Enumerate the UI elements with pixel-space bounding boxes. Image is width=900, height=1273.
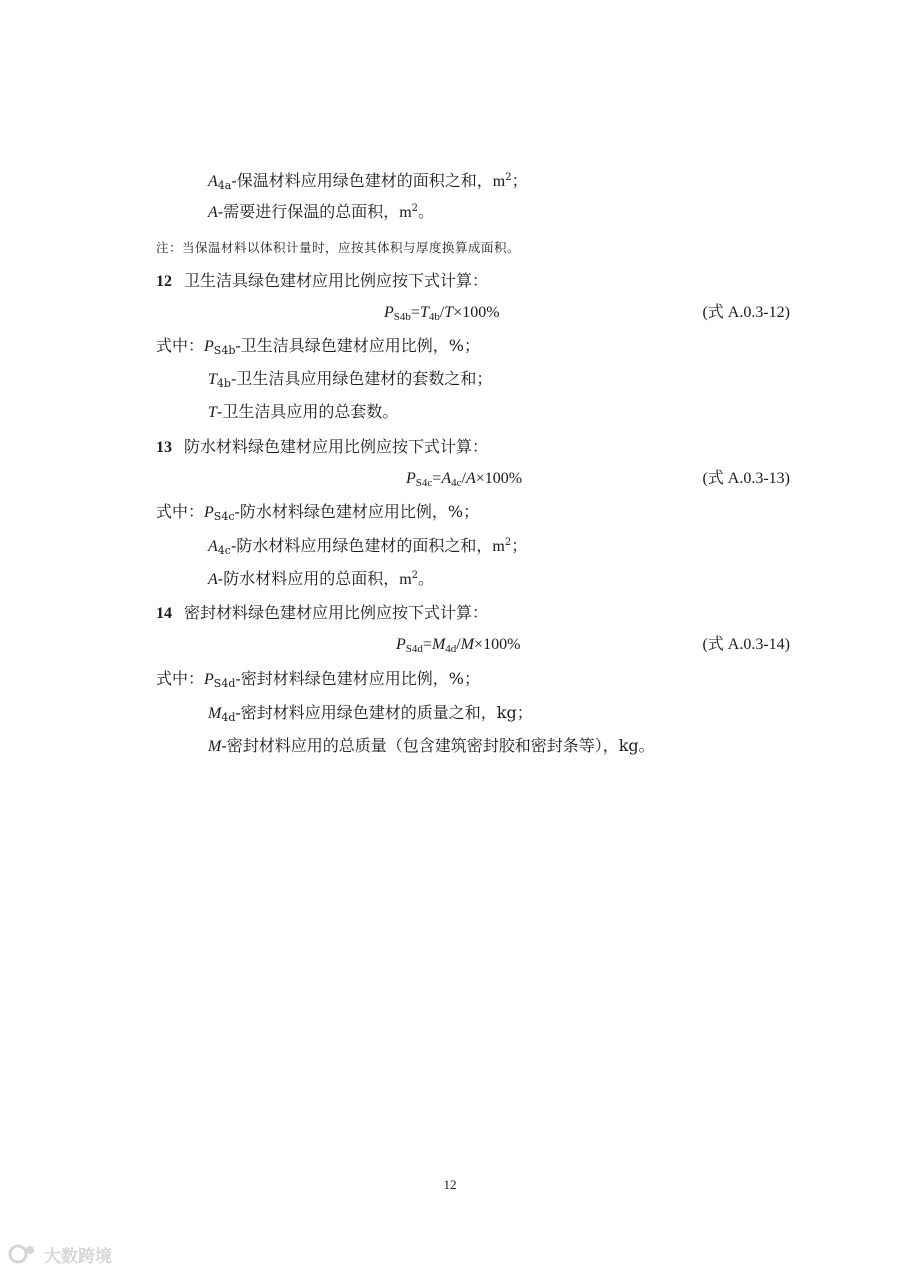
definition-ps4c bbox=[156, 501, 479, 524]
symbol: M bbox=[208, 705, 222, 722]
watermark bbox=[8, 1242, 112, 1266]
symbol: P bbox=[204, 671, 214, 688]
subscript: 4b bbox=[216, 377, 231, 390]
definition-text: -密封材料绿色建材应用比例，%； bbox=[235, 669, 480, 688]
section-12-heading bbox=[156, 270, 488, 293]
watermark-text: 大数跨境 bbox=[44, 1246, 112, 1267]
logo-icon bbox=[8, 1243, 38, 1265]
subscript: S4c bbox=[213, 510, 235, 523]
unit: m bbox=[399, 204, 412, 221]
definition-a4c bbox=[208, 535, 527, 558]
subscript: S4d bbox=[405, 643, 423, 655]
definition-a-total bbox=[208, 201, 434, 224]
punctuation: ； bbox=[511, 171, 528, 190]
punctuation: 。 bbox=[418, 202, 435, 221]
definition-t4b bbox=[208, 368, 492, 391]
unit: m bbox=[492, 538, 505, 555]
where-label: 式中： bbox=[156, 502, 205, 521]
equation-number-14: (式 A.0.3-14) bbox=[702, 636, 790, 653]
equation-number-13: (式 A.0.3-13) bbox=[702, 470, 790, 487]
definition-text: -密封材料应用绿色建材的质量之和，kg； bbox=[235, 703, 533, 722]
equation-number-12: (式 A.0.3-12) bbox=[702, 304, 790, 321]
formula-rest: ×100% bbox=[453, 304, 500, 321]
subscript: S4d bbox=[213, 677, 236, 690]
superscript: 2 bbox=[411, 203, 419, 214]
symbol: T bbox=[208, 371, 217, 388]
section-number: 12 bbox=[156, 273, 172, 290]
definition-text: -卫生洁具应用绿色建材的套数之和； bbox=[230, 369, 493, 388]
definition-text: -防水材料应用绿色建材的面积之和， bbox=[230, 536, 493, 555]
symbol: A bbox=[208, 173, 218, 190]
symbol: M bbox=[431, 636, 446, 653]
definition-text: -防水材料绿色建材应用比例，%； bbox=[234, 502, 480, 521]
definition-m4d bbox=[208, 702, 533, 725]
section-title: 卫生洁具绿色建材应用比例应按下式计算： bbox=[184, 271, 489, 290]
symbol: P bbox=[204, 338, 214, 355]
formula-12 bbox=[384, 302, 500, 324]
unit: m bbox=[399, 571, 412, 588]
equals: = bbox=[422, 636, 432, 653]
definition-ps4d bbox=[156, 668, 480, 691]
definition-a bbox=[208, 568, 434, 591]
symbol: P bbox=[204, 504, 214, 521]
where-label: 式中： bbox=[156, 336, 205, 355]
symbol: A bbox=[465, 470, 476, 487]
formula-14 bbox=[396, 634, 520, 656]
symbol: A bbox=[208, 204, 218, 221]
definition-ps4b bbox=[156, 335, 480, 358]
symbol: T bbox=[419, 304, 429, 321]
definition-t bbox=[208, 401, 398, 424]
divide: / bbox=[461, 470, 466, 487]
definition-text: -卫生洁具绿色建材应用比例，%； bbox=[235, 336, 480, 355]
punctuation: ； bbox=[511, 536, 528, 555]
symbol: A bbox=[441, 470, 452, 487]
symbol: M bbox=[208, 738, 222, 755]
section-14-heading bbox=[156, 602, 488, 625]
symbol: T bbox=[208, 404, 217, 421]
definition-text: -需要进行保温的总面积， bbox=[217, 202, 400, 221]
section-title: 密封材料绿色建材应用比例应按下式计算： bbox=[184, 603, 489, 622]
symbol: M bbox=[460, 636, 475, 653]
divide: / bbox=[439, 304, 445, 321]
page-number: 12 bbox=[443, 1177, 457, 1192]
subscript: 4d bbox=[445, 643, 457, 655]
divide: / bbox=[456, 636, 461, 653]
definition-text: -卫生洁具应用的总套数。 bbox=[216, 402, 399, 421]
formula-rest: ×100% bbox=[475, 470, 523, 487]
superscript: 2 bbox=[505, 172, 512, 183]
definition-m bbox=[208, 735, 655, 758]
symbol: P bbox=[406, 470, 416, 487]
subscript: 4c bbox=[451, 477, 462, 489]
section-number: 13 bbox=[156, 439, 172, 456]
unit: m bbox=[492, 173, 506, 190]
equals: = bbox=[432, 470, 442, 487]
symbol: A bbox=[208, 571, 218, 588]
symbol: A bbox=[208, 538, 218, 555]
symbol: P bbox=[396, 636, 406, 653]
where-label: 式中： bbox=[156, 669, 205, 688]
subscript: S4b bbox=[393, 311, 411, 323]
formula-rest: ×100% bbox=[474, 636, 521, 653]
subscript: 4c bbox=[217, 544, 231, 557]
symbol: T bbox=[444, 304, 454, 321]
definition-a4a bbox=[208, 170, 528, 193]
subscript: S4c bbox=[415, 477, 433, 489]
symbol: P bbox=[384, 304, 394, 321]
section-number: 14 bbox=[156, 605, 172, 622]
formula-13 bbox=[406, 468, 522, 490]
definition-text: -防水材料应用的总面积， bbox=[217, 569, 400, 588]
equals: = bbox=[410, 304, 420, 321]
section-13-heading bbox=[156, 436, 488, 459]
note: 注：当保温材料以体积计量时，应按其体积与厚度换算成面积。 bbox=[156, 240, 521, 255]
superscript: 2 bbox=[411, 570, 419, 581]
subscript: S4b bbox=[213, 344, 236, 357]
subscript: 4a bbox=[217, 179, 232, 192]
subscript: 4d bbox=[221, 711, 236, 724]
superscript: 2 bbox=[504, 537, 512, 548]
punctuation: 。 bbox=[418, 569, 435, 588]
subscript: 4b bbox=[428, 311, 440, 323]
section-title: 防水材料绿色建材应用比例应按下式计算： bbox=[184, 437, 489, 456]
definition-text: -保温材料应用绿色建材的面积之和， bbox=[231, 171, 493, 190]
definition-text: -密封材料应用的总质量（包含建筑密封胶和密封条等），kg。 bbox=[221, 736, 655, 755]
